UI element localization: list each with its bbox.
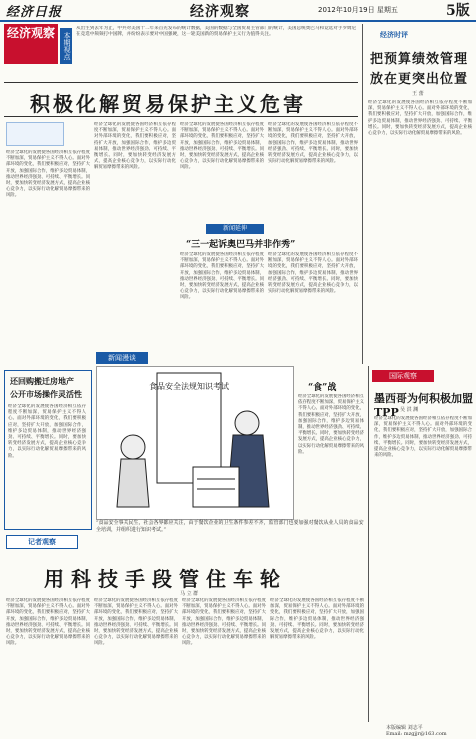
bottom-body: 经济全球化的发展使各国经济相互依存程度不断加深，贸易保护主义不得人心。面对外部环境的变化，我们要积极应对，坚持扩大开放，加强国际合作，维护多边贸易体制，推动世界经济强劲、可持续、平衡增长。同时，要加快转变经济发展方式，提高企业核心竞争力，以实际行动化解贸易摩擦带来的风险。	[182, 598, 266, 647]
food-body: 经济全球化的发展使各国经济相互依存程度不断加深，贸易保护主义不得人心。面对外部环境的变化，我们要积极应对，坚持扩大开放，加强国际合作，维护多边贸易体制，推动世界经济强劲、可持续、平衡增长。同时，要加快转变经济发展方式，提高企业核心竞争力，以实际行动化解贸易摩擦带来的风险。	[298, 394, 364, 455]
commentary-headline: “三一起诉奥巴马并非作秀”	[186, 240, 296, 250]
international-headline: 墨西哥为何积极加盟TPP	[374, 392, 473, 419]
cartoon-illustration	[96, 366, 294, 520]
commentary-body: 经济全球化的发展使各国经济相互依存程度不断加深，贸易保护主义不得人心。面对外部环境的变化，我们要积极应对，坚持扩大开放，加强国际合作，维护多边贸易体制，推动世界经济强劲、可持续、平衡增长。同时，要加快转变经济发展方式，提高企业核心竞争力，以实际行动化解贸易摩擦带来的风险。	[268, 252, 358, 295]
section-title: 经济观察	[190, 4, 250, 20]
intro-text: 从出生到去年为止，中共对美国十二年来首先发布的统计数据，美国的数据与全国贸易主管部门的统计，美国总统奥巴马和竞选对手罗姆尼在竞选中频频打中国牌，并纷纷表示要对中国强硬，这一轮美国新的贸易保护主义行为值得关注。	[76, 26, 357, 37]
page-number: 5版	[446, 3, 470, 19]
left-box-headline: 公开市场操作灵活性	[10, 389, 82, 399]
article-body: 经济全球化的发展使各国经济相互依存程度不断加深，贸易保护主义不得人心。面对外部环境的变化，我们要积极应对，坚持扩大开放，加强国际合作，维护多边贸易体制，推动世界经济强劲、可持续、平衡增长。同时，要加快转变经济发展方式，提高企业核心竞争力，以实际行动化解贸易摩擦带来的风险。	[6, 150, 90, 199]
international-byline: 吴 洪 渊	[400, 407, 419, 413]
footer-email: Email: mzgjjr@163.com	[386, 731, 447, 737]
masthead: 经济日报	[6, 5, 63, 20]
left-box-body: 经济全球化的发展使各国经济相互依存程度不断加深，贸易保护主义不得人心。面对外部环境的变化，我们要积极应对，坚持扩大开放，加强国际合作，维护多边贸易体制，推动世界经济强劲、可持续、平衡增长。同时，要加快转变经济发展方式，提高企业核心竞争力，以实际行动化解贸易摩擦带来的风险。	[8, 404, 86, 459]
bottom-body: 经济全球化的发展使各国经济相互依存程度不断加深，贸易保护主义不得人心。面对外部环境的变化，我们要积极应对，坚持扩大开放，加强国际合作，维护多边贸易体制，推动世界经济强劲、可持续、平衡增长。同时，要加快转变经济发展方式，提高企业核心竞争力，以实际行动化解贸易摩擦带来的风险。	[6, 598, 90, 647]
footer-editor: 本版编辑 刘志平	[386, 725, 423, 731]
international-tag: 国际观察	[372, 370, 434, 382]
byline-box	[6, 122, 64, 146]
side-headline: 放在更突出位置	[370, 72, 469, 87]
column-logo	[4, 24, 58, 64]
commentary-tag: 新闻延伸	[206, 224, 264, 234]
left-box-headline: 还回购搬迁房地产	[10, 376, 74, 386]
column-logo-text: 经济观察	[6, 26, 55, 40]
column-logo-tag: 本期视点	[60, 28, 72, 64]
article-body: 经济全球化的发展使各国经济相互依存程度不断加深，贸易保护主义不得人心。面对外部环境的变化，我们要积极应对，坚持扩大开放，加强国际合作，维护多边贸易体制，推动世界经济强劲、可持续、平衡增长。同时，要加快转变经济发展方式，提高企业核心竞争力，以实际行动化解贸易摩擦带来的风险。	[94, 122, 176, 171]
cartoon-sign: 食品安全法规知识考试	[149, 382, 229, 391]
bottom-body: 经济全球化的发展使各国经济相互依存程度不断加深，贸易保护主义不得人心。面对外部环境的变化，我们要积极应对，坚持扩大开放，加强国际合作，维护多边贸易体制，推动世界经济强劲、可持续、平衡增长。同时，要加快转变经济发展方式，提高企业核心竞争力，以实际行动化解贸易摩擦带来的风险。	[94, 598, 178, 647]
side-headline: 把预算绩效管理	[370, 52, 469, 67]
divider	[4, 116, 358, 117]
bottom-byline: 马 立 群	[180, 591, 199, 597]
commentary-body: 经济全球化的发展使各国经济相互依存程度不断加深，贸易保护主义不得人心。面对外部环境的变化，我们要积极应对，坚持扩大开放，加强国际合作，维护多边贸易体制，推动世界经济强劲、可持续、平衡增长。同时，要加快转变经济发展方式，提高企业核心竞争力，以实际行动化解贸易摩擦带来的风险。	[180, 252, 264, 301]
article-body: 经济全球化的发展使各国经济相互依存程度不断加深，贸易保护主义不得人心。面对外部环境的变化，我们要积极应对，坚持扩大开放，加强国际合作，维护多边贸易体制，推动世界经济强劲、可持续、平衡增长。同时，要加快转变经济发展方式，提高企业核心竞争力，以实际行动化解贸易摩擦带来的风险。	[180, 122, 264, 171]
side-column-tag: 经济时评	[380, 30, 408, 39]
column-divider	[368, 366, 369, 722]
article-body: 经济全球化的发展使各国经济相互依存程度不断加深，贸易保护主义不得人心。面对外部环境的变化，我们要积极应对，坚持扩大开放，加强国际合作，维护多边贸易体制，推动世界经济强劲、可持续、平衡增长。同时，要加快转变经济发展方式，提高企业核心竞争力，以实际行动化解贸易摩擦带来的风险。	[268, 122, 358, 165]
column-divider	[362, 24, 363, 364]
divider	[4, 82, 358, 83]
reporter-tag: 记者观察	[6, 535, 78, 549]
food-headline: “食”战	[308, 383, 337, 393]
side-body: 经济全球化的发展使各国经济相互依存程度不断加深，贸易保护主义不得人心。面对外部环境的变化，我们要积极应对，坚持扩大开放，加强国际合作，维护多边贸易体制，推动世界经济强劲、可持续、平衡增长。同时，要加快转变经济发展方式，提高企业核心竞争力，以实际行动化解贸易摩擦带来的风险。	[368, 100, 472, 137]
news-cartoon-tag: 新闻漫谈	[96, 352, 148, 364]
bottom-body: 经济全球化的发展使各国经济相互依存程度不断加深，贸易保护主义不得人心。面对外部环境的变化，我们要积极应对，坚持扩大开放，加强国际合作，维护多边贸易体制，推动世界经济强劲、可持续、平衡增长。同时，要加快转变经济发展方式，提高企业核心竞争力，以实际行动化解贸易摩擦带来的风险。	[270, 598, 364, 641]
bottom-headline: 用科技手段管住车轮	[44, 567, 287, 591]
side-byline: 王 蕾	[412, 91, 424, 97]
main-headline: 积极化解贸易保护主义危害	[30, 92, 306, 116]
dateline: 2012年10月19日 星期五	[318, 6, 398, 14]
cartoon-caption: “食品安全事关民生，社会各界都应关注，由于餐饮企业的卫生条件参差不齐，监管部门也要加强对餐饮从业人员的食品安全培训，并组织进行知识考试。”	[96, 520, 364, 533]
cartoon-drawing	[97, 367, 293, 519]
international-body: 经济全球化的发展使各国经济相互依存程度不断加深，贸易保护主义不得人心。面对外部环境的变化，我们要积极应对，坚持扩大开放，加强国际合作，维护多边贸易体制，推动世界经济强劲、可持续、平衡增长。同时，要加快转变经济发展方式，提高企业核心竞争力，以实际行动化解贸易摩擦带来的风险。	[374, 416, 472, 459]
